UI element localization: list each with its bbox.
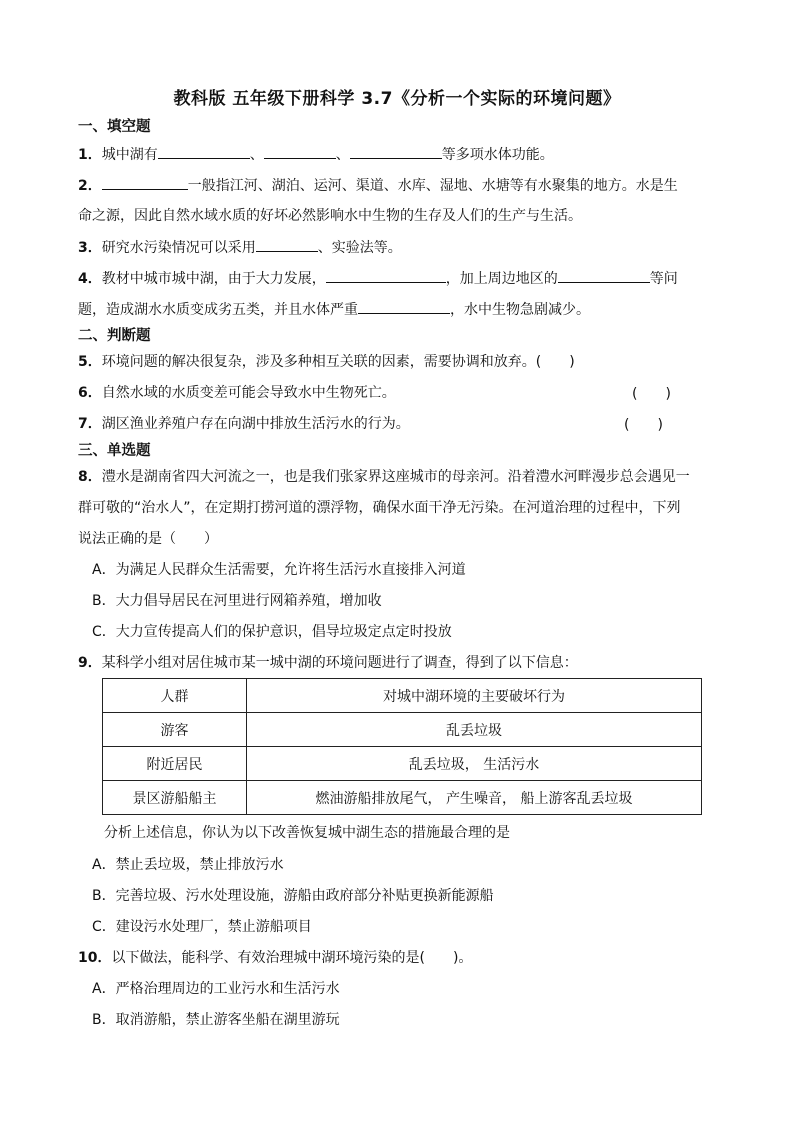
question-8-option-c[interactable]: C．大力宣传提高人们的保护意识，倡导垃圾定点定时投放 — [92, 624, 452, 640]
question-number: 5． — [78, 354, 102, 370]
question-4-line-1 — [78, 268, 678, 289]
answer-paren[interactable]: ( ) — [624, 417, 663, 433]
answer-blank[interactable] — [158, 144, 250, 159]
question-text: 等问 — [649, 271, 678, 287]
question-2-line-2: 命之源，因此自然水域水质的好坏必然影响水中生物的生存及人们的生产与生活。 — [78, 208, 582, 224]
table-cell: 乱丢垃圾， 生活污水 — [247, 747, 702, 781]
table-header: 人群 — [103, 679, 247, 713]
question-text: 城中湖有 — [101, 147, 158, 163]
section-true-false: 二、判断题 — [78, 328, 151, 344]
table-row — [103, 713, 702, 747]
question-text: 某科学小组对居住城市某一城中湖的环境问题进行了调查，得到了以下信息： — [101, 655, 578, 671]
question-8-option-a[interactable]: A．为满足人民群众生活需要，允许将生活污水直接排入河道 — [92, 562, 466, 578]
question-number: 2． — [78, 178, 102, 194]
question-number: 1． — [78, 147, 102, 163]
section-fill-in: 一、填空题 — [78, 119, 151, 135]
question-9 — [78, 653, 578, 673]
question-text: 环境问题的解决很复杂，涉及多种相互关联的因素，需要协调和放弃。( ) — [101, 354, 575, 370]
question-8-line-1 — [78, 467, 690, 487]
question-10 — [78, 948, 472, 968]
question-text: 澧水是湖南省四大河流之一，也是我们张家界这座城市的母亲河。沿着澧水河畔漫步总会遇见一 — [101, 469, 690, 485]
question-text: 一般指江河、湖泊、运河、渠道、水库、湿地、水塘等有水聚集的地方。水是生 — [187, 178, 678, 194]
question-text: 以下做法，能科学、有效治理城中湖环境污染的是( )。 — [111, 950, 473, 966]
question-number: 10． — [78, 950, 112, 966]
question-number: 7． — [78, 416, 102, 432]
answer-paren[interactable]: ( ) — [632, 386, 671, 402]
question-7 — [78, 414, 410, 434]
question-text: ，水中生物急剧减少。 — [450, 302, 590, 318]
question-number: 3． — [78, 240, 102, 256]
answer-blank[interactable] — [326, 268, 446, 283]
answer-blank[interactable] — [350, 144, 442, 159]
question-text: 教材中城市城中湖，由于大力发展， — [101, 271, 326, 287]
question-8-option-b[interactable]: B．大力倡导居民在河里进行网箱养殖，增加收 — [92, 593, 382, 609]
answer-blank[interactable] — [264, 144, 336, 159]
question-5 — [78, 352, 575, 372]
question-text: 、 — [335, 147, 350, 163]
question-text: 自然水域的水质变差可能会导致水中生物死亡。 — [101, 385, 396, 401]
survey-table — [102, 678, 702, 815]
table-cell: 附近居民 — [103, 747, 247, 781]
table-cell: 景区游船船主 — [103, 781, 247, 815]
table-cell: 乱丢垃圾 — [247, 713, 702, 747]
page-title: 教科版 五年级下册科学 3.7《分析一个实际的环境问题》 — [173, 89, 621, 109]
answer-blank[interactable] — [102, 175, 188, 190]
answer-blank[interactable] — [256, 237, 318, 252]
question-9-prompt: 分析上述信息，你认为以下改善恢复城中湖生态的措施最合理的是 — [104, 825, 510, 841]
question-text: ，加上周边地区的 — [445, 271, 558, 287]
question-8-line-3: 说法正确的是（ ） — [78, 531, 218, 547]
question-3 — [78, 237, 402, 258]
table-header-row — [103, 679, 702, 713]
question-10-option-a[interactable]: A．严格治理周边的工业污水和生活污水 — [92, 981, 340, 997]
table-cell: 燃油游船排放尾气， 产生噪音， 船上游客乱丢垃圾 — [247, 781, 702, 815]
question-number: 4． — [78, 271, 102, 287]
section-single-choice: 三、单选题 — [78, 443, 151, 459]
question-number: 8． — [78, 469, 102, 485]
question-text: 、实验法等。 — [317, 240, 402, 256]
table-row — [103, 747, 702, 781]
question-9-option-a[interactable]: A．禁止丢垃圾，禁止排放污水 — [92, 857, 284, 873]
table-header: 对城中湖环境的主要破坏行为 — [247, 679, 702, 713]
answer-blank[interactable] — [558, 268, 650, 283]
question-6 — [78, 383, 396, 403]
question-text: 研究水污染情况可以采用 — [101, 240, 256, 256]
question-text: 题，造成湖水水质变成劣五类，并且水体严重 — [78, 302, 358, 318]
question-8-line-2: 群可敬的“治水人”，在定期打捞河道的漂浮物，确保水面干净无污染。在河道治理的过程中，下列 — [78, 500, 681, 516]
table-row — [103, 781, 702, 815]
question-text: 、 — [249, 147, 264, 163]
question-4-line-2 — [78, 299, 590, 320]
question-text: 湖区渔业养殖户存在向湖中排放生活污水的行为。 — [101, 416, 410, 432]
question-text: 等多项水体功能。 — [441, 147, 554, 163]
question-9-option-c[interactable]: C．建设污水处理厂，禁止游船项目 — [92, 919, 312, 935]
question-number: 9． — [78, 655, 102, 671]
question-9-option-b[interactable]: B．完善垃圾、污水处理设施，游船由政府部分补贴更换新能源船 — [92, 888, 494, 904]
question-number: 6． — [78, 385, 102, 401]
question-2-line-1 — [78, 175, 678, 196]
question-10-option-b[interactable]: B．取消游船，禁止游客坐船在湖里游玩 — [92, 1012, 340, 1028]
question-1 — [78, 144, 554, 165]
answer-blank[interactable] — [358, 299, 450, 314]
table-cell: 游客 — [103, 713, 247, 747]
